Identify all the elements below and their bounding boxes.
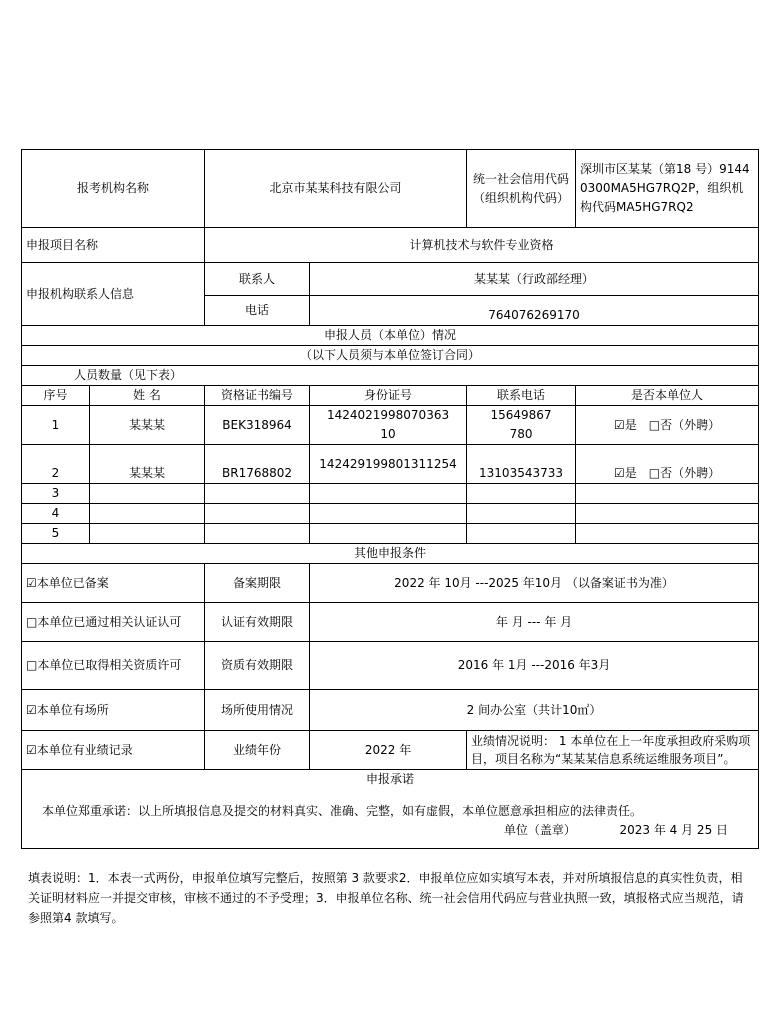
row-affiliation (576, 504, 759, 524)
declaration-block (22, 770, 759, 849)
declaration-signature (22, 821, 758, 840)
personnel-section-subtitle: （以下人员须与本单位签订合同） (22, 346, 759, 366)
contact-phone-value: 764076269170 (310, 296, 759, 326)
row-name (90, 484, 205, 504)
row-affiliation (576, 524, 759, 544)
row-id (310, 504, 467, 524)
row-name: 某某某 (90, 406, 205, 445)
row-affiliation: ☑是 □否（外聘） (576, 445, 759, 484)
row-phone: 13103543733 (467, 445, 576, 484)
condition-value: 2022 年 10月 ---2025 年10月 （以备案证书为准） (310, 564, 759, 603)
row-cert (205, 504, 310, 524)
condition-check: □本单位已通过相关认证认可 (22, 603, 205, 642)
condition-row (22, 564, 759, 603)
row-cert: BR1768802 (205, 445, 310, 484)
col-header-no: 序号 (22, 386, 90, 406)
row-no: 1 (22, 406, 90, 445)
row-no: 5 (22, 524, 90, 544)
row-cert (205, 524, 310, 544)
row-name (90, 524, 205, 544)
row-affiliation (576, 484, 759, 504)
declaration-label: 申报承诺 (366, 772, 415, 786)
condition-row (22, 731, 759, 770)
condition-row (22, 603, 759, 642)
contact-name-label: 联系人 (205, 263, 310, 296)
condition-check: ☑本单位已备案 (22, 564, 205, 603)
row-phone (467, 524, 576, 544)
contact-name-value: 某某某（行政部经理） (310, 263, 759, 296)
table-row (22, 504, 759, 524)
row-id: 142429199801311254 (310, 445, 467, 484)
declaration-text: 本单位郑重承诺：以上所填报信息及提交的材料真实、准确、完整，如有虚假，本单位愿意承担相应的法律责任。 (42, 804, 643, 818)
conditions-section-title: 其他申报条件 (22, 544, 759, 564)
condition-check: □本单位已取得相关资质许可 (22, 642, 205, 690)
condition-label: 备案期限 (205, 564, 310, 603)
col-header-affiliation: 是否本单位人 (576, 386, 759, 406)
condition-value: 2 间办公室（共计10㎡） (310, 690, 759, 731)
condition-row (22, 690, 759, 731)
contact-phone-label: 电话 (205, 296, 310, 326)
row-no: 2 (22, 445, 90, 484)
table-row (22, 406, 759, 445)
table-row (22, 524, 759, 544)
row-id (310, 524, 467, 544)
row-no: 3 (22, 484, 90, 504)
row-cert: BEK318964 (205, 406, 310, 445)
table-row (22, 484, 759, 504)
credit-code-label: 统一社会信用代码（组织机构代码） (467, 150, 576, 228)
condition-label: 场所使用情况 (205, 690, 310, 731)
project-name-label: 申报项目名称 (22, 228, 205, 263)
row-phone (467, 504, 576, 524)
col-header-phone: 联系电话 (467, 386, 576, 406)
org-name-value: 北京市某某科技有限公司 (205, 150, 467, 228)
signature-label: 单位（盖章） (503, 823, 576, 837)
col-header-id: 身份证号 (310, 386, 467, 406)
condition-check: ☑本单位有场所 (22, 690, 205, 731)
row-affiliation: ☑是 □否（外聘） (576, 406, 759, 445)
signature-date: 2023 年 4 月 25 日 (619, 823, 729, 837)
condition-label: 资质有效期限 (205, 642, 310, 690)
performance-note: 业绩情况说明： 1 本单位在上一年度承担政府采购项目，项目名称为“某某某信息系统运维服务项目”。 (467, 731, 759, 770)
condition-row (22, 642, 759, 690)
condition-label: 认证有效期限 (205, 603, 310, 642)
row-name (90, 504, 205, 524)
personnel-count-label: 人员数量（见下表） (22, 366, 759, 386)
project-name-value: 计算机技术与软件专业资格 (205, 228, 759, 263)
row-id: 142402199807036310 (310, 406, 467, 445)
footnote: 填表说明：1．本表一式两份，申报单位填写完整后，按照第 3 款要求2．申报单位应如实填写本表，并对所填报信息的真实性负责，相关证明材料应一并提交审核，审核不通过的不予受理；3．申报单位名称、统一社会信用代码应与营业执照一致，填报格式应当规范，请参照第4 款填写。 (28, 871, 744, 925)
condition-check: ☑本单位有业绩记录 (22, 731, 205, 770)
condition-label: 业绩年份 (205, 731, 310, 770)
condition-value: 2016 年 1月 ---2016 年3月 (310, 642, 759, 690)
contact-label: 申报机构联系人信息 (22, 263, 205, 326)
org-name-label: 报考机构名称 (22, 150, 205, 228)
row-cert (205, 484, 310, 504)
row-id (310, 484, 467, 504)
credit-code-value: 深圳市区某某（第18 号）91440300MA5HG7RQ2P，组织机构代码MA5HG7RQ2 (576, 150, 759, 228)
application-form (21, 149, 759, 849)
col-header-name: 姓 名 (90, 386, 205, 406)
row-name: 某某某 (90, 445, 205, 484)
table-row (22, 445, 759, 484)
personnel-section-title: 申报人员（本单位）情况 (22, 326, 759, 346)
row-phone: 15649867780 (467, 406, 576, 445)
row-phone (467, 484, 576, 504)
condition-value: 年 月 --- 年 月 (310, 603, 759, 642)
condition-value: 2022 年 (310, 731, 467, 770)
row-no: 4 (22, 504, 90, 524)
col-header-cert: 资格证书编号 (205, 386, 310, 406)
